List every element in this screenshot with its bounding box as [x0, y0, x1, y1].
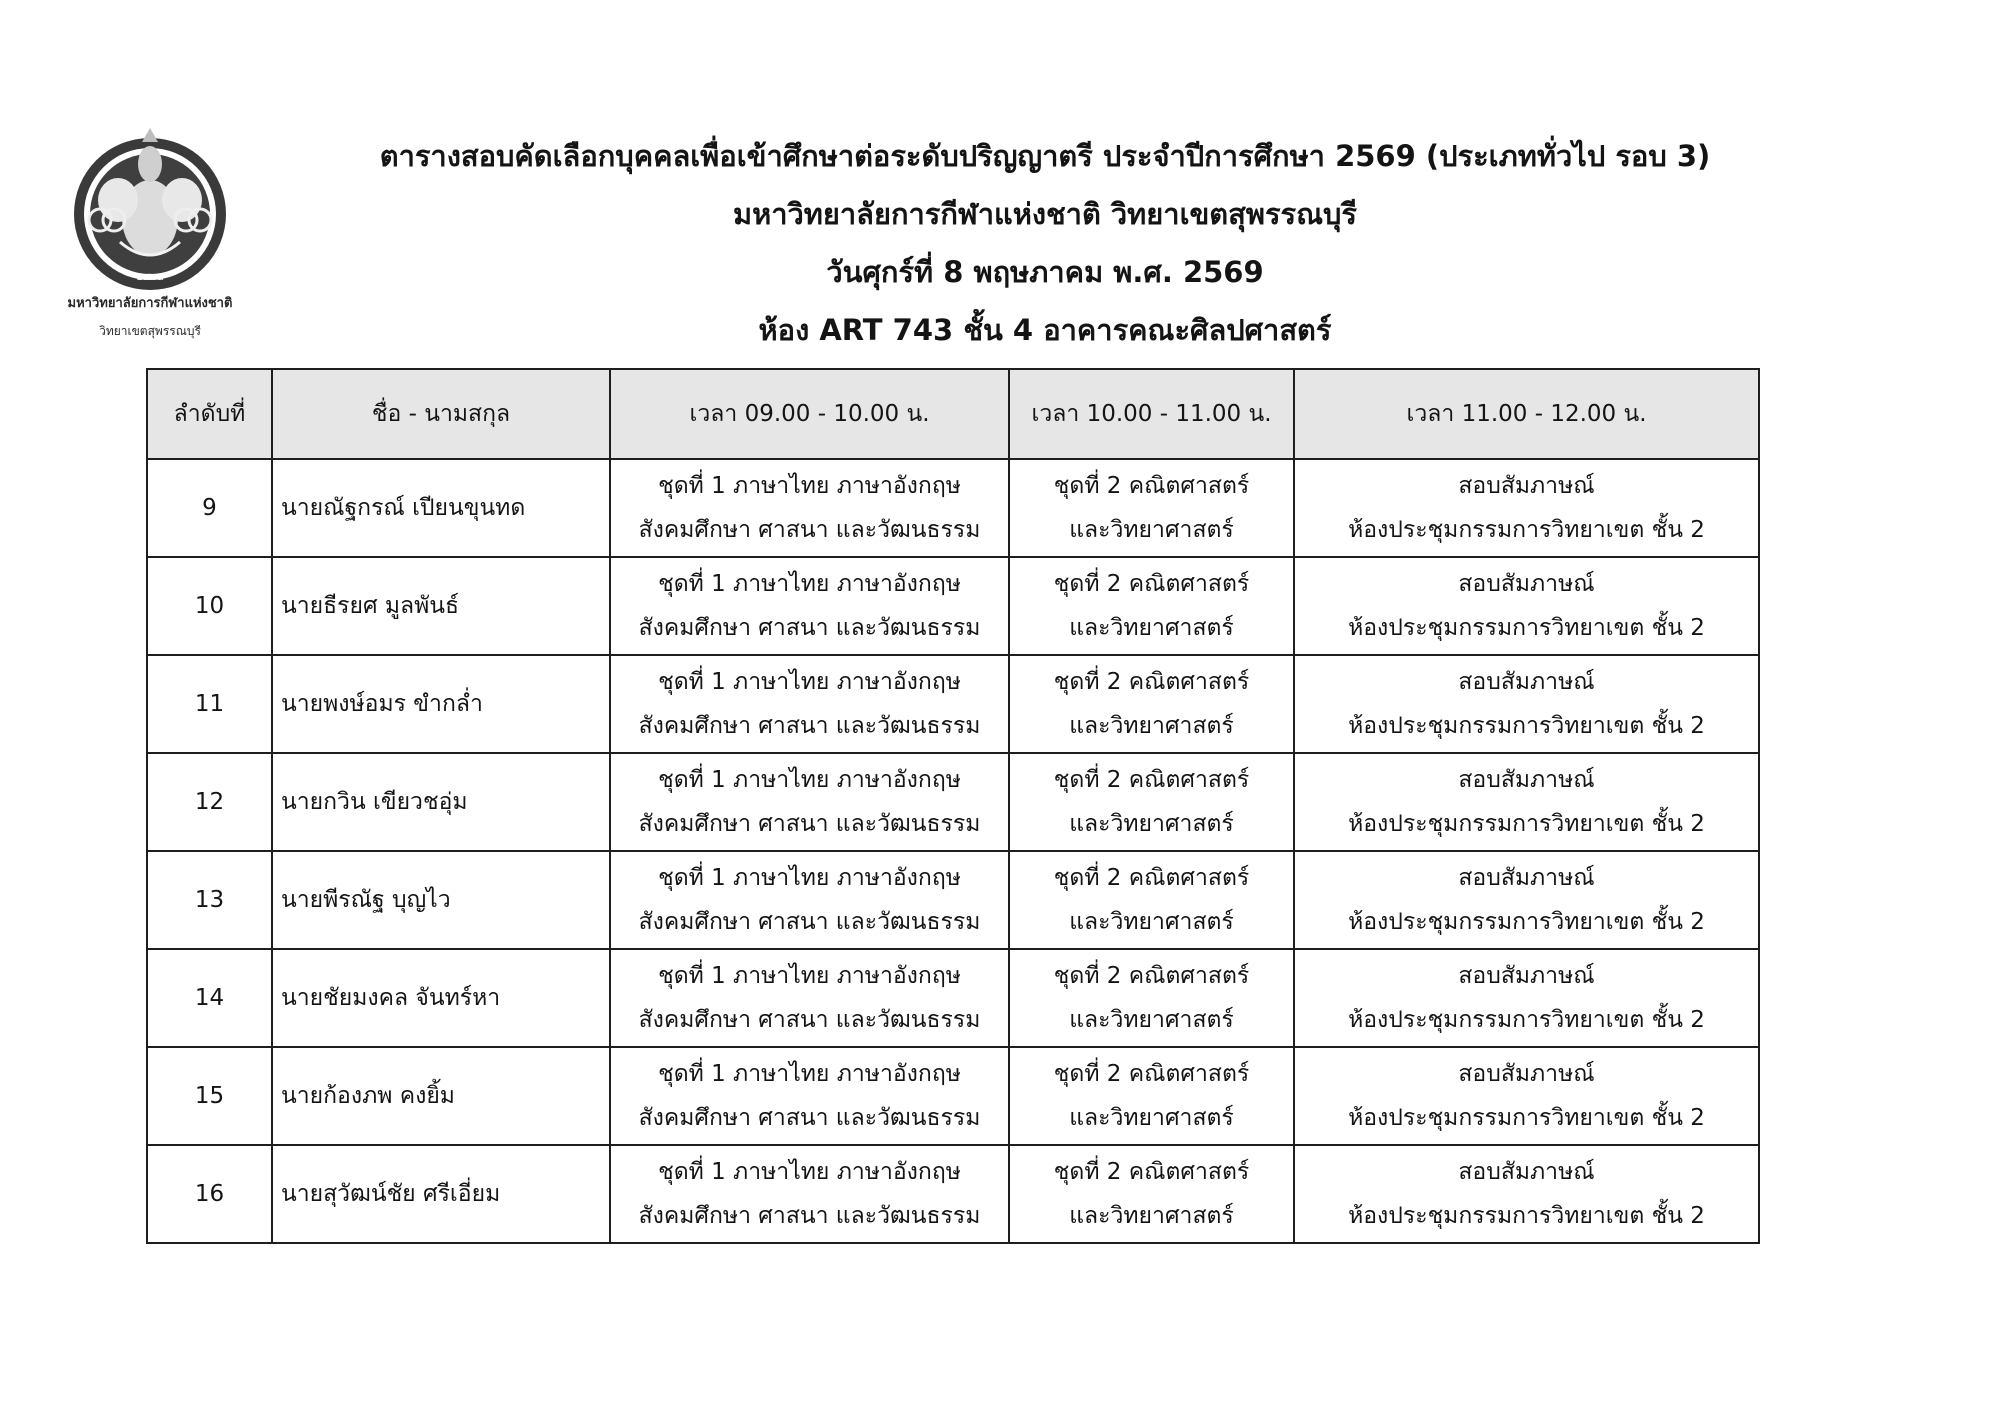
slot1-cell — [610, 459, 1009, 557]
slot3-line2: ห้องประชุมกรรมการวิทยาเขต ชั้น 2 — [1348, 1203, 1705, 1229]
slot1-line1: ชุดที่ 1 ภาษาไทย ภาษาอังกฤษ — [658, 473, 961, 499]
slot1-line2: สังคมศึกษา ศาสนา และวัฒนธรรม — [638, 909, 981, 935]
slot1-line1: ชุดที่ 1 ภาษาไทย ภาษาอังกฤษ — [658, 1159, 961, 1185]
slot2-cell — [1009, 851, 1294, 949]
slot3-cell — [1294, 851, 1759, 949]
slot3-cell — [1294, 753, 1759, 851]
logo-caption: มหาวิทยาลัยการกีฬาแห่งชาติ — [67, 296, 233, 311]
col-header-no: ลำดับที่ — [147, 369, 272, 459]
logo-campus: วิทยาเขตสุพรรณบุรี — [99, 324, 201, 338]
slot3-cell — [1294, 1047, 1759, 1145]
table-row — [147, 1047, 1759, 1145]
slot1-cell — [610, 753, 1009, 851]
slot3-cell — [1294, 655, 1759, 753]
slot3-line1: สอบสัมภาษณ์ — [1458, 963, 1595, 989]
title-line-2: มหาวิทยาลัยการกีฬาแห่งชาติ วิทยาเขตสุพรรณบุรี — [732, 197, 1357, 231]
title-line-3: วันศุกร์ที่ 8 พฤษภาคม พ.ศ. 2569 — [826, 255, 1264, 289]
slot1-line2: สังคมศึกษา ศาสนา และวัฒนธรรม — [638, 615, 981, 641]
slot2-line2: และวิทยาศาสตร์ — [1069, 1105, 1234, 1131]
slot1-line1: ชุดที่ 1 ภาษาไทย ภาษาอังกฤษ — [658, 571, 961, 597]
slot1-line2: สังคมศึกษา ศาสนา และวัฒนธรรม — [638, 1105, 981, 1131]
slot3-cell — [1294, 1145, 1759, 1243]
candidate-name: นายพีรณัฐ บุญไว — [272, 851, 610, 949]
slot1-line2: สังคมศึกษา ศาสนา และวัฒนธรรม — [638, 517, 981, 543]
slot3-line1: สอบสัมภาษณ์ — [1458, 571, 1595, 597]
row-number: 11 — [147, 655, 272, 753]
col-header-slot3: เวลา 11.00 - 12.00 น. — [1294, 369, 1759, 459]
document-header — [200, 136, 1890, 368]
slot1-line2: สังคมศึกษา ศาสนา และวัฒนธรรม — [638, 1203, 981, 1229]
exam-schedule-table — [146, 368, 1760, 1244]
slot2-cell — [1009, 557, 1294, 655]
slot1-line1: ชุดที่ 1 ภาษาไทย ภาษาอังกฤษ — [658, 865, 961, 891]
slot2-line2: และวิทยาศาสตร์ — [1069, 713, 1234, 739]
row-number: 9 — [147, 459, 272, 557]
slot1-cell — [610, 851, 1009, 949]
slot2-cell — [1009, 655, 1294, 753]
slot1-cell — [610, 949, 1009, 1047]
row-number: 15 — [147, 1047, 272, 1145]
slot1-line2: สังคมศึกษา ศาสนา และวัฒนธรรม — [638, 1007, 981, 1033]
slot1-cell — [610, 1047, 1009, 1145]
slot1-cell — [610, 655, 1009, 753]
table-row — [147, 851, 1759, 949]
row-number: 13 — [147, 851, 272, 949]
table-row — [147, 557, 1759, 655]
slot3-cell — [1294, 459, 1759, 557]
candidate-name: นายธีรยศ มูลพันธ์ — [272, 557, 610, 655]
slot3-line1: สอบสัมภาษณ์ — [1458, 1159, 1595, 1185]
slot2-line2: และวิทยาศาสตร์ — [1069, 811, 1234, 837]
slot1-line1: ชุดที่ 1 ภาษาไทย ภาษาอังกฤษ — [658, 669, 961, 695]
slot2-line1: ชุดที่ 2 คณิตศาสตร์ — [1053, 669, 1250, 695]
slot2-line2: และวิทยาศาสตร์ — [1069, 1007, 1234, 1033]
candidate-name: นายพงษ์อมร ขำกล่ำ — [272, 655, 610, 753]
title-line-4: ห้อง ART 743 ชั้น 4 อาคารคณะศิลปศาสตร์ — [758, 313, 1332, 347]
slot2-line1: ชุดที่ 2 คณิตศาสตร์ — [1053, 767, 1250, 793]
slot2-line1: ชุดที่ 2 คณิตศาสตร์ — [1053, 1061, 1250, 1087]
slot1-line1: ชุดที่ 1 ภาษาไทย ภาษาอังกฤษ — [658, 963, 961, 989]
table-row — [147, 459, 1759, 557]
candidate-name: นายณัฐกรณ์ เปียนขุนทด — [272, 459, 610, 557]
slot3-line2: ห้องประชุมกรรมการวิทยาเขต ชั้น 2 — [1348, 517, 1705, 543]
slot3-line1: สอบสัมภาษณ์ — [1458, 473, 1595, 499]
col-header-slot2: เวลา 10.00 - 11.00 น. — [1009, 369, 1294, 459]
slot2-cell — [1009, 949, 1294, 1047]
table-row — [147, 1145, 1759, 1243]
title-line-1: ตารางสอบคัดเลือกบุคคลเพื่อเข้าศึกษาต่อระดับปริญญาตรี ประจำปีการศึกษา 2569 (ประเภททั่วไป รอบ 3) — [379, 139, 1711, 173]
slot2-cell — [1009, 1145, 1294, 1243]
slot1-line2: สังคมศึกษา ศาสนา และวัฒนธรรม — [638, 811, 981, 837]
slot2-line2: และวิทยาศาสตร์ — [1069, 909, 1234, 935]
col-header-name: ชื่อ - นามสกุล — [272, 369, 610, 459]
row-number: 14 — [147, 949, 272, 1047]
slot3-line1: สอบสัมภาษณ์ — [1458, 669, 1595, 695]
slot2-line2: และวิทยาศาสตร์ — [1069, 615, 1234, 641]
candidate-name: นายก้องภพ คงยิ้ม — [272, 1047, 610, 1145]
slot2-cell — [1009, 1047, 1294, 1145]
slot1-line2: สังคมศึกษา ศาสนา และวัฒนธรรม — [638, 713, 981, 739]
slot3-line2: ห้องประชุมกรรมการวิทยาเขต ชั้น 2 — [1348, 909, 1705, 935]
slot2-line1: ชุดที่ 2 คณิตศาสตร์ — [1053, 571, 1250, 597]
slot3-cell — [1294, 949, 1759, 1047]
slot3-line1: สอบสัมภาษณ์ — [1458, 767, 1595, 793]
slot2-cell — [1009, 459, 1294, 557]
candidate-name: นายกวิน เขียวชอุ่ม — [272, 753, 610, 851]
slot1-cell — [610, 1145, 1009, 1243]
table-row — [147, 949, 1759, 1047]
candidate-name: นายชัยมงคล จันทร์หา — [272, 949, 610, 1047]
slot3-cell — [1294, 557, 1759, 655]
slot3-line2: ห้องประชุมกรรมการวิทยาเขต ชั้น 2 — [1348, 811, 1705, 837]
slot3-line2: ห้องประชุมกรรมการวิทยาเขต ชั้น 2 — [1348, 713, 1705, 739]
slot3-line2: ห้องประชุมกรรมการวิทยาเขต ชั้น 2 — [1348, 615, 1705, 641]
row-number: 10 — [147, 557, 272, 655]
table-row — [147, 753, 1759, 851]
col-header-slot1: เวลา 09.00 - 10.00 น. — [610, 369, 1009, 459]
row-number: 16 — [147, 1145, 272, 1243]
slot2-cell — [1009, 753, 1294, 851]
slot1-line1: ชุดที่ 1 ภาษาไทย ภาษาอังกฤษ — [658, 767, 961, 793]
slot2-line2: และวิทยาศาสตร์ — [1069, 517, 1234, 543]
table-row — [147, 655, 1759, 753]
slot3-line1: สอบสัมภาษณ์ — [1458, 1061, 1595, 1087]
candidate-name: นายสุวัฒน์ชัย ศรีเอี่ยม — [272, 1145, 610, 1243]
slot2-line1: ชุดที่ 2 คณิตศาสตร์ — [1053, 473, 1250, 499]
row-number: 12 — [147, 753, 272, 851]
slot2-line1: ชุดที่ 2 คณิตศาสตร์ — [1053, 1159, 1250, 1185]
svg-text:๒๕๖๔: ๒๕๖๔ — [135, 272, 165, 283]
slot3-line2: ห้องประชุมกรรมการวิทยาเขต ชั้น 2 — [1348, 1007, 1705, 1033]
slot3-line2: ห้องประชุมกรรมการวิทยาเขต ชั้น 2 — [1348, 1105, 1705, 1131]
slot3-line1: สอบสัมภาษณ์ — [1458, 865, 1595, 891]
table-header-row — [147, 369, 1759, 459]
slot2-line1: ชุดที่ 2 คณิตศาสตร์ — [1053, 865, 1250, 891]
slot1-cell — [610, 557, 1009, 655]
slot2-line2: และวิทยาศาสตร์ — [1069, 1203, 1234, 1229]
slot1-line1: ชุดที่ 1 ภาษาไทย ภาษาอังกฤษ — [658, 1061, 961, 1087]
slot2-line1: ชุดที่ 2 คณิตศาสตร์ — [1053, 963, 1250, 989]
